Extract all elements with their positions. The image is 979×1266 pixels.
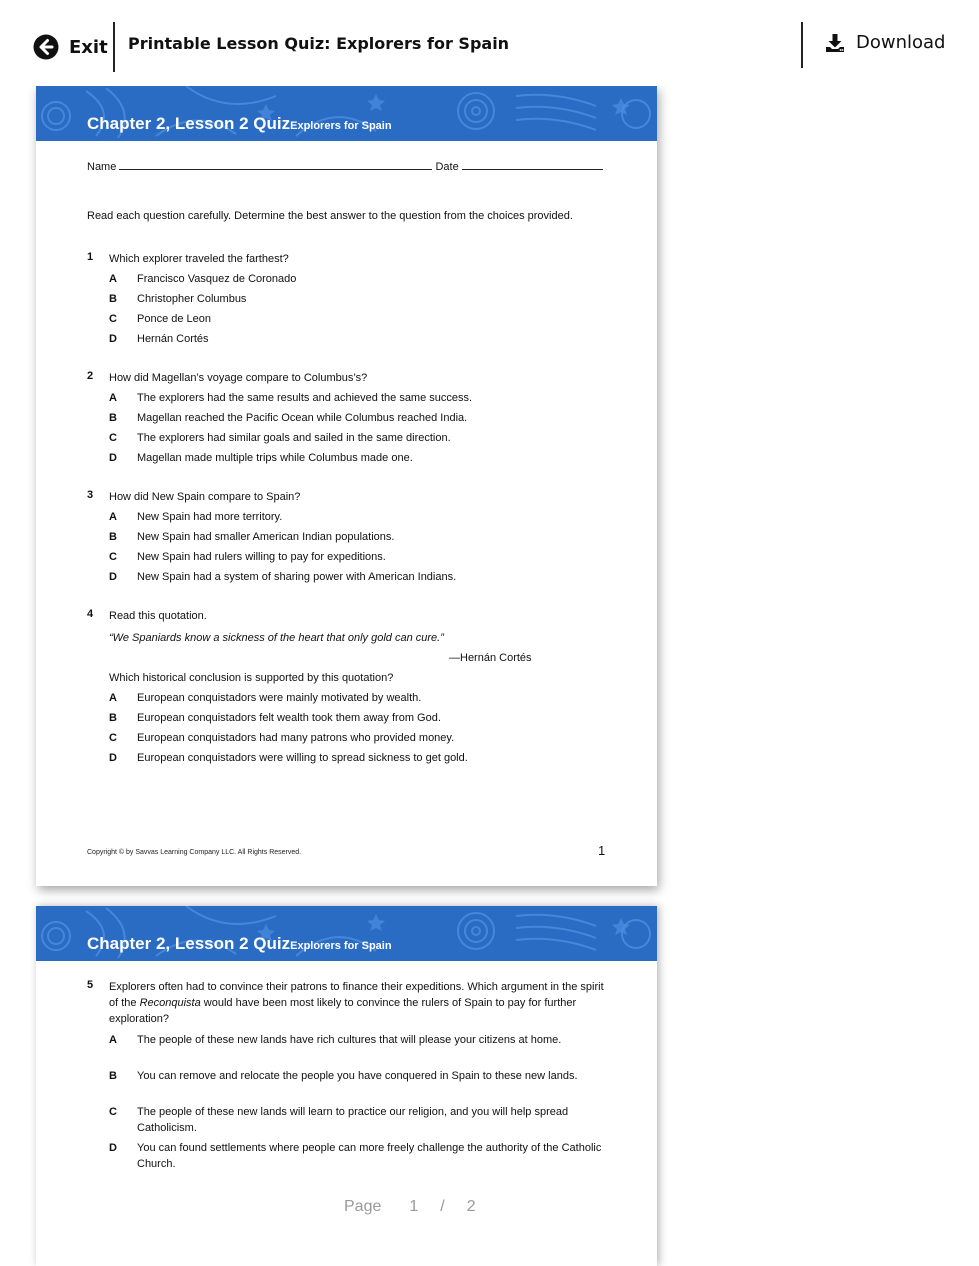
banner-chapter: Chapter 2, Lesson 2 Quiz	[87, 934, 291, 953]
instructions: Read each question carefully. Determine the best answer to the question from the choices provided.	[87, 210, 573, 222]
option-letter: D	[109, 333, 117, 345]
page-indicator	[344, 1198, 476, 1216]
option-letter: A	[109, 1034, 117, 1046]
option-text: Magellan reached the Pacific Ocean while Columbus reached India.	[137, 412, 468, 424]
option-text: Hernán Cortés	[137, 333, 209, 345]
option-letter: D	[109, 752, 117, 764]
option-letter: C	[109, 732, 117, 744]
question-text: Which explorer traveled the farthest?	[109, 253, 289, 265]
question-number: 5	[87, 979, 94, 991]
banner-chapter: Chapter 2, Lesson 2 Quiz	[87, 114, 291, 133]
option-text: The people of these new lands have rich cultures that will please your citizens at home.	[137, 1034, 562, 1046]
option-text: Ponce de Leon	[137, 313, 212, 325]
option-letter: B	[109, 293, 117, 305]
arrow-left-circle-icon	[33, 34, 59, 60]
copyright-notice: Copyright © by Savvas Learning Company LLC. All Rights Reserved.	[87, 849, 302, 856]
option-letter: D	[109, 571, 117, 583]
option-text: European conquistadors had many patrons who provided money.	[137, 732, 455, 744]
option-letter: D	[109, 1142, 117, 1154]
pager-separator: /	[440, 1198, 445, 1215]
document-title: Printable Lesson Quiz: Explorers for Spain	[128, 34, 510, 53]
option-letter: C	[109, 1106, 117, 1118]
name-label: Name	[87, 161, 117, 173]
option-text: Christopher Columbus	[137, 293, 247, 305]
download-icon	[825, 33, 845, 53]
option-letter: A	[109, 511, 117, 523]
option-text: New Spain had more territory.	[137, 511, 283, 523]
option-text: European conquistadors were mainly motivated by wealth.	[137, 692, 422, 704]
banner-subtitle: Explorers for Spain	[290, 120, 392, 132]
name-date-line	[87, 159, 603, 173]
exit-label: Exit	[69, 36, 108, 58]
name-blank	[119, 159, 432, 170]
question-text-part: Explorers often had to convince their patrons to finance their expeditions. Which argument in the spirit of the	[109, 981, 604, 1009]
chapter-banner	[36, 86, 657, 141]
option-text: New Spain had rulers willing to pay for expeditions.	[137, 551, 386, 563]
download-button[interactable]	[825, 32, 945, 53]
question-text: How did New Spain compare to Spain?	[109, 491, 301, 503]
document-page-1	[36, 86, 657, 886]
option-letter: B	[109, 412, 117, 424]
pager-total: 2	[466, 1198, 476, 1215]
option-text: European conquistadors felt wealth took them away from God.	[137, 712, 441, 724]
question-number: 2	[87, 370, 94, 382]
option-text: New Spain had a system of sharing power with American Indians.	[137, 571, 457, 583]
option-letter: C	[109, 432, 117, 444]
quotation: “We Spaniards know a sickness of the heart that only gold can cure.”	[109, 632, 444, 644]
page-number: 1	[598, 843, 606, 858]
question-text	[109, 979, 609, 1027]
date-label: Date	[435, 161, 459, 173]
exit-button[interactable]	[33, 33, 108, 61]
option-letter: C	[109, 313, 117, 325]
banner-title	[87, 114, 392, 134]
banner-title	[87, 934, 392, 954]
option-letter: C	[109, 551, 117, 563]
question-followup: Which historical conclusion is supported by this quotation?	[109, 672, 394, 684]
date-blank	[462, 159, 603, 170]
question-number: 3	[87, 489, 94, 501]
option-text: The people of these new lands will learn to practice our religion, and you will help spread Catholicism.	[137, 1106, 569, 1134]
quotation-attribution: —Hernán Cortés	[449, 652, 532, 664]
option-letter: D	[109, 452, 117, 464]
header-divider-right	[801, 22, 803, 68]
question-number: 4	[87, 608, 94, 620]
pager-current[interactable]: 1	[409, 1198, 419, 1215]
option-text: The explorers had similar goals and sailed in the same direction.	[137, 432, 451, 444]
option-text: New Spain had smaller American Indian populations.	[137, 531, 395, 543]
option-text: Magellan made multiple trips while Columbus made one.	[137, 452, 413, 464]
option-letter: B	[109, 531, 117, 543]
download-label: Download	[856, 32, 946, 53]
document-viewer[interactable]	[0, 86, 979, 1266]
banner-subtitle: Explorers for Spain	[290, 940, 392, 952]
option-text: You can remove and relocate the people you have conquered in Spain to these new lands.	[137, 1070, 578, 1082]
option-letter: A	[109, 392, 117, 404]
question-text: Read this quotation.	[109, 610, 207, 622]
option-letter: A	[109, 273, 117, 285]
option-text: Francisco Vasquez de Coronado	[137, 273, 297, 285]
top-bar	[0, 0, 979, 90]
option-letter: A	[109, 692, 117, 704]
option-text: European conquistadors were willing to spread sickness to get gold.	[137, 752, 468, 764]
question-text: How did Magellan’s voyage compare to Columbus’s?	[109, 372, 368, 384]
option-letter: B	[109, 712, 117, 724]
chapter-banner	[36, 906, 657, 961]
pager-label: Page	[344, 1198, 382, 1215]
option-text: You can found settlements where people can more freely challenge the authority of the Catholic Church.	[137, 1142, 602, 1170]
question-text-part: would have been most likely to convince the rulers of Spain to pay for further exploration?	[109, 997, 577, 1025]
option-text: The explorers had the same results and achieved the same success.	[137, 392, 473, 404]
option-letter: B	[109, 1070, 117, 1082]
question-text-italic: Reconquista	[139, 997, 201, 1009]
header-divider	[113, 22, 115, 72]
question-number: 1	[87, 251, 94, 263]
